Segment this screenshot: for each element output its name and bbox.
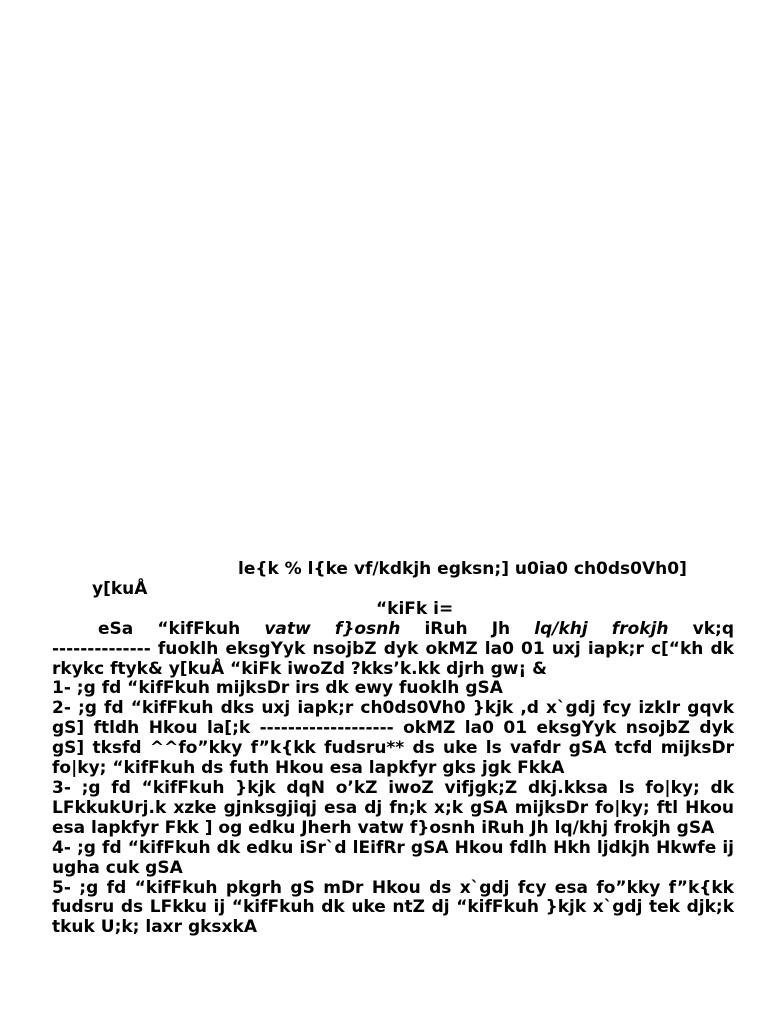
point-4: 4- ;g fd “kifFkuh dk edku iSr`d lEifRr gSA Hkou fdlh Hkh ljdkjh Hkwfe ij ugha cuk gSA bbox=[52, 837, 734, 878]
husband-name: lq/khj frokjh bbox=[534, 618, 669, 639]
intro-prefix: eSa “kifFkuh bbox=[98, 618, 265, 639]
intro-suffix: vk;q bbox=[668, 618, 734, 639]
point-3: 3- ;g fd “kifFkuh }kjk dqN o’kZ iwoZ vifjgk;Z dkj.kksa ls fo|ky; dk LFkkukUrj.k xzke gjnksgjiqj esa dj fn;k x;k gSA mijksDr fo|ky; ftl Hkou esa lapkfyr Fkk ] og edku Jherh vatw f}osnh iRuh Jh lq/khj frokjh gSA bbox=[52, 777, 734, 838]
point-2: 2- ;g fd “kifFkuh dks uxj iapk;r ch0ds0Vh0 }kjk ,d x`gdj fcy izkIr gqvk gS] ftldh Hkou la[;k ------------------- okMZ la0 01 eksgYyk nsojbZ dyk gS] tksfd ^^fo”kky f”k{kk fudsru** ds uke ls vafdr gSA tcfd mijksDr fo|ky; “kifFkuh ds futh Hkou esa lapkfyr gks jgk FkkA bbox=[52, 698, 734, 779]
intro-paragraph: -------------- fuoklh eksgYyk nsojbZ dyk okMZ la0 01 uxj iapk;r c[“kh dk rkykc ftyk& y[kuÅ “kiFk iwoZd ?kks’k.kk djrh gw¡ & bbox=[52, 638, 734, 679]
deponent-name: vatw f}osnh bbox=[264, 618, 401, 639]
point-1: 1- ;g fd “kifFkuh mijksDr irs dk ewy fuoklh gSA bbox=[52, 678, 503, 699]
document-title: “kiFk i= bbox=[376, 598, 454, 619]
affidavit-document bbox=[52, 560, 734, 938]
intro-middle: iRuh Jh bbox=[400, 618, 535, 639]
point-5: 5- ;g fd “kifFkuh pkgrh gS mDr Hkou ds x`gdj fcy esa fo”kky f”k{kk fudsru ds LFkku ij “kifFkuh dk uke ntZ dj “kifFkuh }kjk x`gdj tek djk;k tkuk U;k; laxr gksxkA bbox=[52, 877, 734, 938]
intro-first-line bbox=[52, 620, 734, 640]
addressee-line: le{k % l{ke vf/kdkjh egksn;] u0ia0 ch0ds0Vh0] bbox=[238, 559, 687, 579]
addressee-city: y[kuÅ bbox=[92, 578, 148, 599]
